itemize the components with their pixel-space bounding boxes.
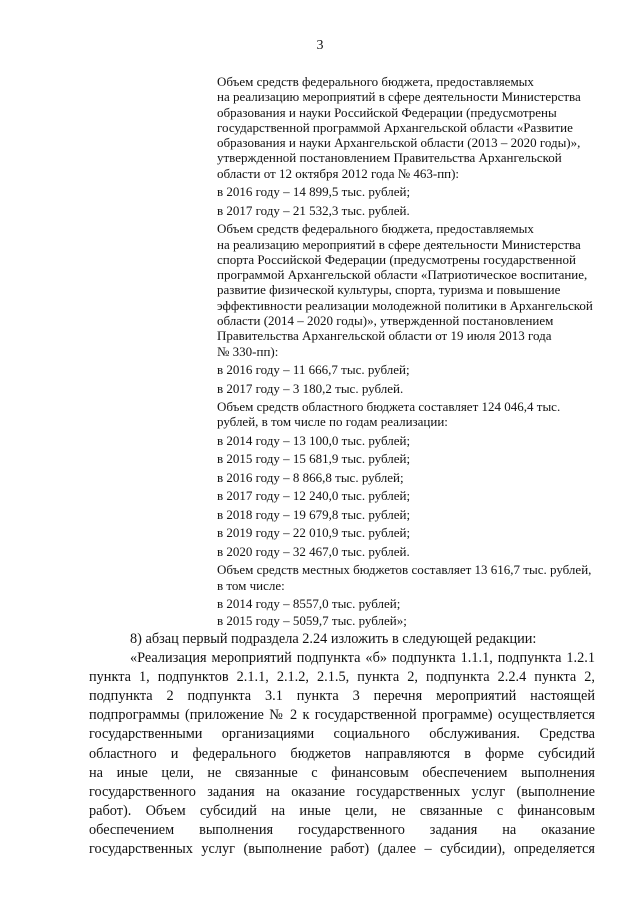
amendment-paragraph xyxy=(89,649,595,859)
text-line: Правительства Архангельской области от 19 июля 2013 года xyxy=(217,328,552,344)
text-line: области (2014 – 2020 годы)», утвержденной постановлением xyxy=(217,313,554,329)
text-line: образования и науки Российской Федерации (предусмотрены xyxy=(217,104,557,120)
year-amount: в 2018 году – 19 679,8 тыс. рублей; xyxy=(217,506,411,522)
year-amount: в 2014 году – 13 100,0 тыс. рублей; xyxy=(217,432,411,448)
paragraph-line: работ). Объем субсидий на иные цели, не связанные с финансовым xyxy=(89,802,595,819)
text-line: рублей, в том числе по годам реализации: xyxy=(217,414,448,430)
year-amount: в 2020 году – 32 467,0 тыс. рублей. xyxy=(217,543,410,559)
paragraph-line: обеспечением выполнения государственного задания на оказание xyxy=(89,821,595,838)
paragraph-line: государственного задания на оказание государственных услуг (выполнение xyxy=(89,783,595,800)
federal-sport-block xyxy=(217,221,613,396)
funding-column xyxy=(217,74,613,629)
paragraph-line: государственных услуг (выполнение работ) (далее – субсидии), определяется xyxy=(89,841,595,858)
text-line: Объем средств областного бюджета составляет 124 046,4 тыс. xyxy=(217,399,561,415)
year-amount: в 2015 году – 5059,7 тыс. рублей»; xyxy=(217,613,407,629)
year-amount: в 2016 году – 11 666,7 тыс. рублей; xyxy=(217,362,410,378)
year-amount: в 2019 году – 22 010,9 тыс. рублей; xyxy=(217,525,411,541)
federal-education-block xyxy=(217,74,613,218)
text-line: Объем средств федерального бюджета, предоставляемых xyxy=(217,74,534,89)
text-line: области от 12 октября 2012 года № 463-пп): xyxy=(217,165,460,181)
text-line: спорта Российской Федерации (предусмотрены государственной xyxy=(217,251,576,267)
text-line: Объем средств федерального бюджета, предоставляемых xyxy=(217,221,534,237)
paragraph-line: «Реализация мероприятий подпункта «б» подпункта 1.1.1, подпункта 1.2.1 xyxy=(130,650,595,667)
year-amount: в 2017 году – 12 240,0 тыс. рублей; xyxy=(217,488,411,504)
text-line: утвержденной постановлением Правительства Архангельской xyxy=(217,150,562,166)
year-amount: в 2015 году – 15 681,9 тыс. рублей; xyxy=(217,451,411,467)
year-amount: в 2016 году – 14 899,5 тыс. рублей; xyxy=(217,184,411,200)
local-block xyxy=(217,562,613,628)
paragraph-line: государственными организациями социального обслуживания. Средства xyxy=(89,726,595,743)
text-line: государственной программой Архангельской области «Развитие xyxy=(217,119,573,135)
paragraph-line: на иные цели, не связанные с финансовым обеспечением выполнения xyxy=(89,764,595,781)
text-line: на реализацию мероприятий в сфере деятельности Министерства xyxy=(217,89,581,105)
paragraph-line: подпункта 2 подпункта 3.1 пункта 3 перечня мероприятий настоящей xyxy=(89,688,595,705)
text-line: в том числе: xyxy=(217,577,285,593)
paragraph-line: подпрограммы (приложение № 2 к государственной программе) осуществляется xyxy=(89,707,595,724)
regional-block xyxy=(217,399,613,559)
page-number: 3 xyxy=(316,38,324,53)
paragraph-line: областного и федерального бюджетов направляются в форме субсидий xyxy=(89,745,595,762)
text-line: развитие физической культуры, спорта, туризма и повышение xyxy=(217,282,561,298)
text-line: № 330-пп): xyxy=(217,343,279,359)
paragraph-line: пункта 1, подпунктов 2.1.1, 2.1.2, 2.1.5, пункта 2, подпункта 2.2.4 пункта 2, xyxy=(89,669,595,686)
amendment-section xyxy=(89,630,595,859)
text-line: на реализацию мероприятий в сфере деятельности Министерства xyxy=(217,236,581,252)
year-amount: в 2017 году – 3 180,2 тыс. рублей. xyxy=(217,380,404,396)
year-amount: в 2016 году – 8 866,8 тыс. рублей; xyxy=(217,469,404,485)
text-line: Объем средств местных бюджетов составляет 13 616,7 тыс. рублей, xyxy=(217,562,592,578)
text-line: эффективности реализации молодежной политики в Архангельской xyxy=(217,297,593,313)
item-heading: 8) абзац первый подраздела 2.24 изложить в следующей редакции: xyxy=(130,631,537,647)
year-amount: в 2014 году – 8557,0 тыс. рублей; xyxy=(217,596,401,612)
year-amount: в 2017 году – 21 532,3 тыс. рублей. xyxy=(217,202,410,218)
text-line: образования и науки Архангельской области (2013 – 2020 годы)», xyxy=(217,135,581,151)
text-line: программой Архангельской области «Патриотическое воспитание, xyxy=(217,267,588,283)
